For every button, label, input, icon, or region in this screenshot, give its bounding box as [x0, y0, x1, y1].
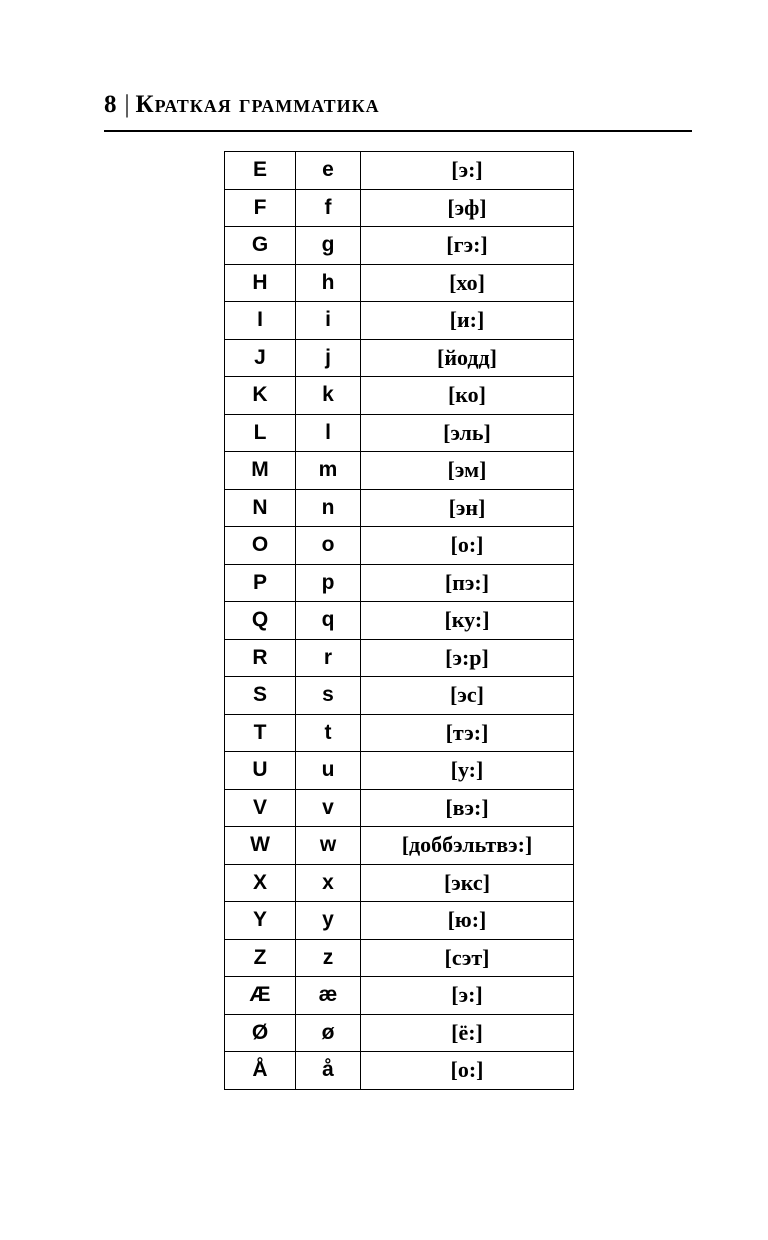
uppercase-letter: L [225, 414, 296, 452]
pronunciation: [ё:] [361, 1014, 574, 1052]
alphabet-row [225, 264, 574, 302]
pronunciation: [ко] [361, 377, 574, 415]
alphabet-row [225, 452, 574, 490]
lowercase-letter: m [296, 452, 361, 490]
lowercase-letter: h [296, 264, 361, 302]
pronunciation: [доббэльтвэ:] [361, 827, 574, 865]
alphabet-row [225, 189, 574, 227]
pronunciation: [сэт] [361, 939, 574, 977]
pronunciation: [и:] [361, 302, 574, 340]
lowercase-letter: j [296, 339, 361, 377]
pronunciation: [вэ:] [361, 789, 574, 827]
alphabet-row [225, 752, 574, 790]
uppercase-letter: N [225, 489, 296, 527]
pronunciation: [ку:] [361, 602, 574, 640]
alphabet-row [225, 714, 574, 752]
pronunciation: [хо] [361, 264, 574, 302]
alphabet-row [225, 789, 574, 827]
alphabet-row [225, 527, 574, 565]
uppercase-letter: Y [225, 902, 296, 940]
uppercase-letter: Q [225, 602, 296, 640]
pronunciation: [о:] [361, 527, 574, 565]
lowercase-letter: n [296, 489, 361, 527]
uppercase-letter: V [225, 789, 296, 827]
uppercase-letter: U [225, 752, 296, 790]
uppercase-letter: Ø [225, 1014, 296, 1052]
alphabet-row [225, 602, 574, 640]
header-separator: | [124, 91, 130, 118]
lowercase-letter: y [296, 902, 361, 940]
lowercase-letter: e [296, 152, 361, 190]
uppercase-letter: F [225, 189, 296, 227]
alphabet-row [225, 227, 574, 265]
uppercase-letter: J [225, 339, 296, 377]
lowercase-letter: l [296, 414, 361, 452]
alphabet-row [225, 864, 574, 902]
alphabet-row [225, 677, 574, 715]
pronunciation: [экс] [361, 864, 574, 902]
uppercase-letter: E [225, 152, 296, 190]
lowercase-letter: r [296, 639, 361, 677]
alphabet-row [225, 489, 574, 527]
uppercase-letter: O [225, 527, 296, 565]
alphabet-row [225, 339, 574, 377]
alphabet-row [225, 377, 574, 415]
alphabet-row [225, 902, 574, 940]
alphabet-row [225, 564, 574, 602]
lowercase-letter: z [296, 939, 361, 977]
running-header [104, 88, 692, 122]
uppercase-letter: X [225, 864, 296, 902]
lowercase-letter: s [296, 677, 361, 715]
uppercase-letter: G [225, 227, 296, 265]
pronunciation: [эс] [361, 677, 574, 715]
pronunciation: [э:] [361, 977, 574, 1015]
pronunciation: [эф] [361, 189, 574, 227]
alphabet-row [225, 414, 574, 452]
lowercase-letter: v [296, 789, 361, 827]
alphabet-table [224, 151, 574, 1090]
lowercase-letter: æ [296, 977, 361, 1015]
pronunciation: [у:] [361, 752, 574, 790]
pronunciation: [йодд] [361, 339, 574, 377]
alphabet-row [225, 1052, 574, 1090]
uppercase-letter: W [225, 827, 296, 865]
uppercase-letter: P [225, 564, 296, 602]
uppercase-letter: Z [225, 939, 296, 977]
pronunciation: [о:] [361, 1052, 574, 1090]
uppercase-letter: K [225, 377, 296, 415]
lowercase-letter: p [296, 564, 361, 602]
lowercase-letter: k [296, 377, 361, 415]
uppercase-letter: H [225, 264, 296, 302]
lowercase-letter: u [296, 752, 361, 790]
uppercase-letter: R [225, 639, 296, 677]
header-rule [104, 130, 692, 132]
alphabet-table-body [225, 152, 574, 1090]
lowercase-letter: f [296, 189, 361, 227]
lowercase-letter: x [296, 864, 361, 902]
lowercase-letter: ø [296, 1014, 361, 1052]
lowercase-letter: q [296, 602, 361, 640]
lowercase-letter: i [296, 302, 361, 340]
pronunciation: [эн] [361, 489, 574, 527]
uppercase-letter: M [225, 452, 296, 490]
pronunciation: [э:] [361, 152, 574, 190]
alphabet-row [225, 939, 574, 977]
pronunciation: [гэ:] [361, 227, 574, 265]
pronunciation: [э:р] [361, 639, 574, 677]
pronunciation: [тэ:] [361, 714, 574, 752]
lowercase-letter: o [296, 527, 361, 565]
lowercase-letter: t [296, 714, 361, 752]
pronunciation: [пэ:] [361, 564, 574, 602]
alphabet-row [225, 1014, 574, 1052]
uppercase-letter: T [225, 714, 296, 752]
alphabet-row [225, 302, 574, 340]
alphabet-row [225, 152, 574, 190]
lowercase-letter: å [296, 1052, 361, 1090]
alphabet-row [225, 977, 574, 1015]
pronunciation: [эль] [361, 414, 574, 452]
alphabet-row [225, 639, 574, 677]
page-number: 8 [104, 91, 117, 118]
uppercase-letter: I [225, 302, 296, 340]
uppercase-letter: Æ [225, 977, 296, 1015]
uppercase-letter: Å [225, 1052, 296, 1090]
pronunciation: [ю:] [361, 902, 574, 940]
lowercase-letter: g [296, 227, 361, 265]
section-title: Краткая грамматика [135, 91, 380, 118]
uppercase-letter: S [225, 677, 296, 715]
lowercase-letter: w [296, 827, 361, 865]
alphabet-row [225, 827, 574, 865]
pronunciation: [эм] [361, 452, 574, 490]
